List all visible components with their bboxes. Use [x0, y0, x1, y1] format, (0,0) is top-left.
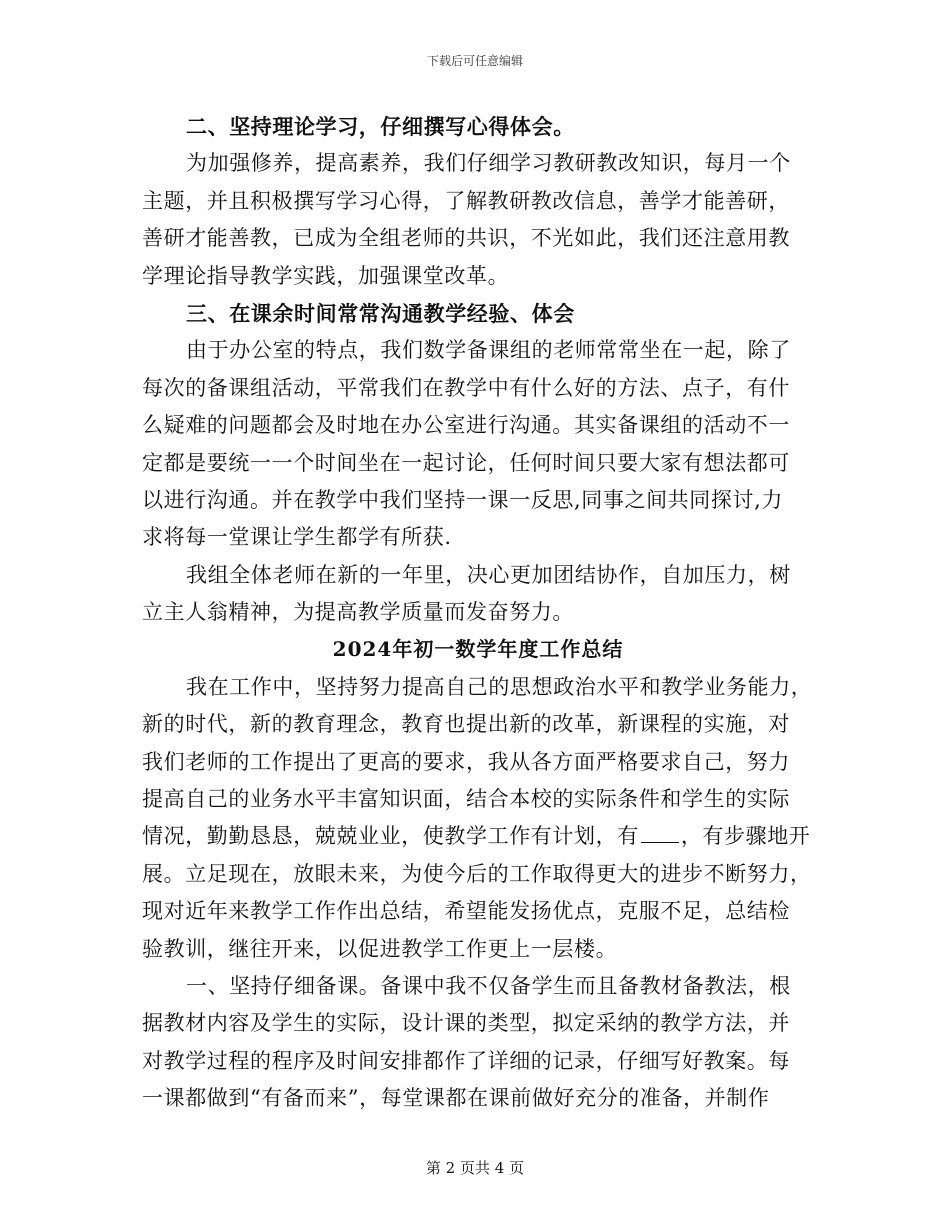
paragraph-line: 我在工作中，坚持努力提高自己的思想政治水平和教学业务能力，	[186, 674, 813, 699]
section-heading-3: 三、在课余时间常常沟通教学经验、体会	[186, 300, 575, 326]
paragraph-line: 由于办公室的特点，我们数学备课组的老师常常坐在一起，除了	[186, 338, 791, 363]
paragraph-line: 求将每一堂课让学生都学有所获.	[142, 525, 452, 550]
paragraph-line: 为加强修养，提高素养，我们仔细学习教研教改知识，每月一个	[186, 151, 791, 176]
document-title: 2024年初一数学年度工作总结	[332, 637, 624, 662]
paragraph-line: 现对近年来教学工作作出总结，希望能发扬优点，克服不足，总结检	[142, 899, 790, 924]
paragraph-line-with-blank	[142, 818, 814, 855]
paragraph-line: 以进行沟通。并在教学中我们坚持一课一反思,同事之间共同探讨,力	[142, 487, 783, 512]
paragraph-line: 学理论指导教学实践，加强课堂改革。	[142, 263, 510, 288]
paragraph-segment: ，有步骤地开	[680, 824, 811, 849]
document-body	[142, 108, 814, 1118]
paragraph-line: 立主人翁精神，为提高教学质量而发奋努力。	[142, 600, 574, 625]
paragraph-line: 新的时代，新的教育理念，教育也提出新的改革，新课程的实施，对	[142, 712, 790, 737]
page-number: 第 2 页共 4 页	[425, 1159, 525, 1177]
paragraph-line: 展。立足现在，放眼未来，为使今后的工作取得更大的进步不断努力，	[142, 861, 812, 886]
paragraph-line: 据教材内容及学生的实际，设计课的类型，拟定采纳的教学方法，并	[142, 1011, 790, 1036]
paragraph-line: 一课都做到“有备而来”，每堂课都在课前做好充分的准备，并制作	[142, 1086, 770, 1111]
paragraph-line: 么疑难的问题都会及时地在办公室进行沟通。其实备课组的活动不一	[142, 413, 790, 438]
paragraph-line: 一、坚持仔细备课。备课中我不仅备学生而且备教材备教法，根	[186, 973, 791, 998]
section-heading-2: 二、坚持理论学习，仔细撰写心得体会。	[186, 114, 575, 139]
fill-in-blank	[641, 826, 679, 843]
paragraph-line: 提高自己的业务水平丰富知识面，结合本校的实际条件和学生的实际	[142, 787, 790, 812]
paragraph-line: 对教学过程的程序及时间安排都作了详细的记录，仔细写好教案。每	[142, 1048, 790, 1073]
paragraph-line: 我组全体老师在新的一年里，决心更加团结协作，自加压力，树	[186, 562, 791, 587]
paragraph-line: 我们老师的工作提出了更高的要求，我从各方面严格要求自己，努力	[142, 749, 790, 774]
paragraph-line: 每次的备课组活动，平常我们在教学中有什么好的方法、点子，有什	[142, 375, 790, 400]
paragraph-line: 定都是要统一一个时间坐在一起讨论，任何时间只要大家有想法都可	[142, 450, 790, 475]
paragraph-line: 验教训，继往开来，以促进教学工作更上一层楼。	[142, 936, 618, 961]
header-note: 下载后可任意编辑	[426, 54, 523, 68]
paragraph-line: 主题，并且积极撰写学习心得，了解教研教改信息，善学才能善研，	[142, 188, 790, 213]
paragraph-line: 善研才能善教，已成为全组老师的共识，不光如此，我们还注意用教	[142, 226, 790, 251]
paragraph-segment: 情况，勤勤恳恳，兢兢业业，使教学工作有计划，有	[142, 824, 639, 849]
